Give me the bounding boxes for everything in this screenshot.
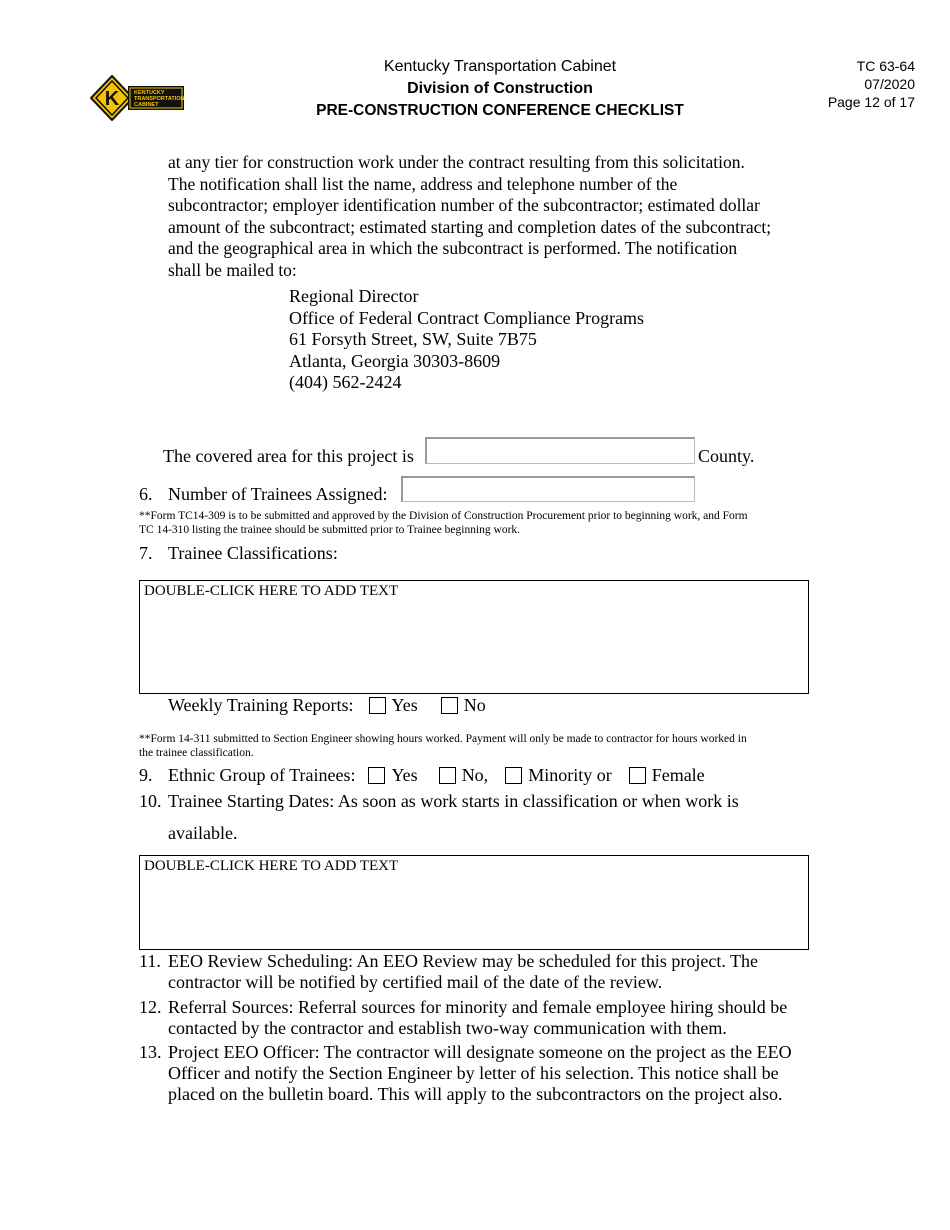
intro-paragraph xyxy=(168,152,818,281)
form-note-1 xyxy=(139,509,809,537)
note-line: **Form 14-311 submitted to Section Engineer showing hours worked. Payment will only be made to contractor for hours worked in xyxy=(139,733,747,745)
weekly-reports-yes-checkbox[interactable] xyxy=(369,697,386,714)
weekly-reports-no-label: No xyxy=(463,695,486,715)
address-line: 61 Forsyth Street, SW, Suite 7B75 xyxy=(289,329,537,349)
ethnic-no-checkbox[interactable] xyxy=(439,767,456,784)
item9-number: 9. xyxy=(139,765,153,785)
trainee-classifications-textbox[interactable] xyxy=(139,580,809,694)
logo-text-2: TRANSPORTATION xyxy=(134,96,185,102)
item13-number: 13. xyxy=(139,1042,162,1062)
ethnic-yes-label: Yes xyxy=(391,765,418,785)
item12-line: contacted by the contractor and establish two-way communication with them. xyxy=(168,1018,727,1038)
form-number: TC 63-64 xyxy=(856,58,915,74)
ethnic-no-label: No, xyxy=(461,765,489,785)
item11-number: 11. xyxy=(139,951,161,971)
logo-letter: K xyxy=(104,88,120,110)
address-line: Atlanta, Georgia 30303-8609 xyxy=(289,350,501,371)
item13-line: Officer and notify the Section Engineer by letter of his selection. This notice shall be xyxy=(168,1063,779,1083)
ethnic-yes-checkbox[interactable] xyxy=(368,767,385,784)
ktc-logo-graphic xyxy=(90,75,186,121)
ethnic-minority-label: Minority or xyxy=(528,765,612,785)
intro-line: amount of the subcontract; estimated starting and completion dates of the subcontract; xyxy=(168,216,772,237)
item9-row xyxy=(168,765,705,786)
form-meta xyxy=(828,57,915,111)
ethnic-female-label: Female xyxy=(651,765,705,785)
form-title: PRE-CONSTRUCTION CONFERENCE CHECKLIST xyxy=(316,102,684,119)
textbox-placeholder: DOUBLE-CLICK HERE TO ADD TEXT xyxy=(144,583,399,599)
trainee-starting-dates-textbox[interactable] xyxy=(139,855,809,950)
item7-number: 7. xyxy=(139,543,153,563)
item13-line: placed on the bulletin board. This will apply to the subcontractors on the project also. xyxy=(168,1084,783,1104)
ethnic-minority-checkbox[interactable] xyxy=(505,767,522,784)
address-line: (404) 562-2424 xyxy=(289,372,402,392)
item7-label: Trainee Classifications: xyxy=(168,543,338,563)
logo-text-1: KENTUCKY xyxy=(134,90,165,96)
intro-line: at any tier for construction work under the contract resulting from this solicitation. xyxy=(168,152,745,172)
textbox-placeholder: DOUBLE-CLICK HERE TO ADD TEXT xyxy=(144,858,399,874)
item10-number: 10. xyxy=(139,791,162,811)
division-name: Division of Construction xyxy=(407,80,593,97)
covered-area-label: The covered area for this project is xyxy=(163,446,414,466)
item10-line1: Trainee Starting Dates: As soon as work starts in classification or when work is xyxy=(168,791,739,811)
covered-area-field[interactable] xyxy=(425,437,695,464)
ktc-logo xyxy=(90,75,186,121)
page-number: Page 12 of 17 xyxy=(827,94,915,110)
trainees-assigned-field[interactable] xyxy=(401,476,695,502)
weekly-reports-row xyxy=(168,695,486,716)
agency-name: Kentucky Transportation Cabinet xyxy=(383,58,617,75)
intro-line: shall be mailed to: xyxy=(168,259,297,280)
item6-label: Number of Trainees Assigned: xyxy=(168,484,388,504)
item13-line: Project EEO Officer: The contractor will designate someone on the project as the EEO xyxy=(168,1042,792,1062)
address-line: Office of Federal Contract Compliance Programs xyxy=(289,307,645,328)
weekly-reports-label: Weekly Training Reports: xyxy=(168,695,354,715)
page-header xyxy=(250,56,750,122)
form-date: 07/2020 xyxy=(864,76,915,92)
item12-line: Referral Sources: Referral sources for minority and female employee hiring should be xyxy=(168,997,788,1017)
weekly-reports-no-checkbox[interactable] xyxy=(441,697,458,714)
form-note-2 xyxy=(139,732,809,760)
item11-line: EEO Review Scheduling: An EEO Review may be scheduled for this project. The xyxy=(168,951,759,971)
note-line: **Form TC14-309 is to be submitted and approved by the Division of Construction Procurement prior to beginning work, and Form xyxy=(139,510,748,522)
intro-line: and the geographical area in which the subcontract is performed. The notification xyxy=(168,238,738,258)
note-line: the trainee classification. xyxy=(139,747,254,759)
address-line: Regional Director xyxy=(289,286,419,306)
item12-number: 12. xyxy=(139,997,162,1017)
mailing-address xyxy=(289,286,644,394)
logo-text-3: CABINET xyxy=(134,102,159,108)
note-line: TC 14-310 listing the trainee should be submitted prior to Trainee beginning work. xyxy=(139,524,521,536)
item10-line2: available. xyxy=(168,823,238,843)
item9-label: Ethnic Group of Trainees: xyxy=(168,765,356,785)
item6-number: 6. xyxy=(139,484,153,504)
intro-line: The notification shall list the name, address and telephone number of the xyxy=(168,173,678,194)
intro-line: subcontractor; employer identification number of the subcontractor; estimated dollar xyxy=(168,195,760,215)
ethnic-female-checkbox[interactable] xyxy=(629,767,646,784)
covered-area-suffix: County. xyxy=(698,446,755,466)
item11-line: contractor will be notified by certified mail of the date of the review. xyxy=(168,972,663,992)
weekly-reports-yes-label: Yes xyxy=(391,695,418,715)
